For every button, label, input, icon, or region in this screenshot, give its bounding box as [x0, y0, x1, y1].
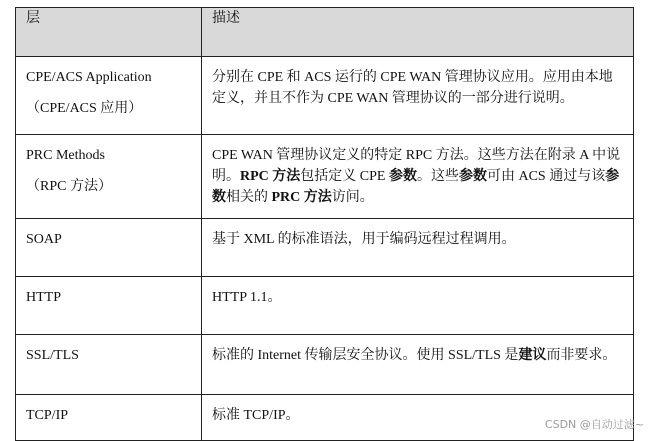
- description-text: 可由 ACS 通过与该: [486, 169, 606, 184]
- bold-term: 建议: [518, 348, 547, 363]
- header-description: 描述: [202, 8, 634, 57]
- layer-subtitle: （CPE/ACS 应用）: [26, 101, 143, 116]
- table-row: [16, 395, 634, 441]
- bold-term: 参数: [212, 169, 620, 205]
- description-text: 标准的 Internet 传输层安全协议。使用 SSL/TLS 是: [212, 348, 519, 363]
- description-cell: [202, 57, 634, 135]
- table-header-row: [16, 8, 634, 57]
- layer-subtitle: （RPC 方法）: [26, 179, 112, 194]
- description-text: 包括定义 CPE: [300, 169, 389, 184]
- layer-name: SOAP: [26, 232, 62, 247]
- table-row: [16, 277, 634, 335]
- description-text: 分别在 CPE 和 ACS 运行的 CPE WAN 管理协议应用。应用由本地定义，并且不作为 CPE WAN 管理协议的一部分进行说明。: [212, 70, 613, 106]
- description-text: 访问。: [331, 190, 374, 205]
- layer-cell: [16, 219, 202, 277]
- table-row: [16, 57, 634, 135]
- description-cell: [202, 335, 634, 395]
- description-text: 。这些: [416, 169, 459, 184]
- layer-cell: [16, 335, 202, 395]
- table-row: [16, 335, 634, 395]
- description-text: CPE WAN 管理协议定义的特定 RPC 方法。这些方法在附录 A 中说明。: [212, 148, 621, 184]
- bold-term: 参数: [458, 169, 487, 184]
- description-cell: [202, 219, 634, 277]
- layer-cell: [16, 277, 202, 335]
- layer-cell: [16, 57, 202, 135]
- layer-name: CPE/ACS Application: [26, 70, 152, 85]
- layer-cell: [16, 395, 202, 441]
- description-text: HTTP 1.1。: [212, 290, 282, 305]
- layer-name: SSL/TLS: [26, 348, 79, 363]
- description-text: 标准 TCP/IP。: [212, 408, 300, 423]
- table-row: [16, 135, 634, 219]
- bold-term: 参数: [388, 169, 417, 184]
- csdn-watermark: CSDN @自动过滤~: [544, 418, 644, 431]
- protocol-layer-table: [15, 7, 634, 441]
- layer-name: HTTP: [26, 290, 61, 305]
- bold-term: RPC 方法: [240, 169, 301, 184]
- layer-name: PRC Methods: [26, 148, 105, 163]
- layer-cell: [16, 135, 202, 219]
- description-text: 而非要求。: [546, 348, 617, 363]
- description-cell: [202, 277, 634, 335]
- description-cell: [202, 135, 634, 219]
- description-text: 基于 XML 的标准语法，用于编码远程过程调用。: [212, 232, 516, 247]
- layer-name: TCP/IP: [26, 408, 69, 423]
- header-layer: 层: [16, 8, 202, 57]
- bold-term: PRC 方法: [271, 190, 332, 205]
- description-text: 相关的: [226, 190, 272, 205]
- table-row: [16, 219, 634, 277]
